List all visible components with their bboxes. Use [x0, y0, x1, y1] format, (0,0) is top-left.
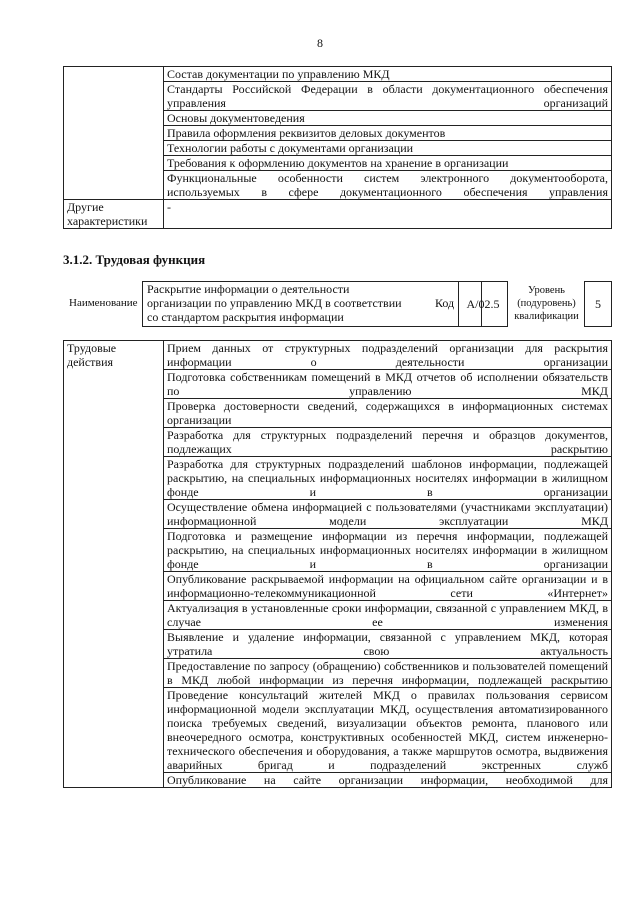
- other-characteristics-label: [64, 200, 164, 229]
- labor-action-item: Разработка для структурных подразделений перечня и образцов документов, подлежащих раскрытию: [164, 428, 612, 457]
- labor-action-item: Опубликование раскрываемой информации на официальном сайте организации и в информационно-телекоммуникационной сети «Интернет»: [164, 572, 612, 601]
- table-row: [64, 341, 612, 370]
- knowledge-item: Требования к оформлению документов на хранение в организации: [164, 156, 612, 171]
- level-label-line: (подуровень): [517, 298, 576, 309]
- labor-action-item: Подготовка и размещение информации из перечня информации, подлежащей раскрытию, на специальных информационных носителях информации в жилищном фонде и в организации: [164, 529, 612, 572]
- labor-action-item: Подготовка собственникам помещений в МКД отчетов об исполнении обязательств по управлению МКД: [164, 370, 612, 399]
- knowledge-item: Состав документации по управлению МКД: [164, 67, 612, 82]
- other-label-line: характеристики: [67, 214, 148, 228]
- function-name-box: [142, 281, 482, 327]
- other-characteristics-value: -: [164, 200, 612, 229]
- labor-action-item: Опубликование на сайте организации информации, необходимой для: [164, 773, 612, 788]
- table-cell-empty: [64, 67, 164, 200]
- labor-action-item: Актуализация в установленные сроки информации, связанной с управлением МКД, в случае ее изменения: [164, 601, 612, 630]
- level-value: 5: [584, 281, 612, 327]
- name-label: Наименование: [69, 297, 138, 309]
- labor-actions-label: [64, 341, 164, 788]
- labor-label-line: действия: [67, 355, 114, 369]
- table-row: [64, 200, 612, 229]
- code-label: Код: [435, 296, 455, 310]
- function-name-line: Раскрытие информации о деятельности: [147, 282, 350, 296]
- labor-action-item: Проведение консультаций жителей МКД о правилах пользования сервисом информационной модели эксплуатации МКД, осуществления автоматизированного поиска требуемых сведений, визуализации объектов ремонта, планового или внеочередного осмотра, конструктивных особенностей МКД, систем инженерно-технического обеспечения и оборудования, а также маршрутов осмотра, выдвижения аварийных бригад и подразделений экстренных служб: [164, 688, 612, 773]
- level-label-line: Уровень: [528, 285, 565, 296]
- function-name-line: организации по управлению МКД в соответствии: [147, 296, 402, 310]
- level-label: [513, 284, 580, 323]
- knowledge-table: [63, 66, 612, 229]
- labor-action-item: Прием данных от структурных подразделений организации для раскрытия информации о деятельности организации: [164, 341, 612, 370]
- level-label-line: квалификации: [514, 311, 579, 322]
- knowledge-item: Функциональные особенности систем электронного документооборота, используемых в сфере документационного обеспечения управления: [164, 171, 612, 200]
- knowledge-item: Стандарты Российской Федерации в области документационного обеспечения управления организаций: [164, 82, 612, 111]
- page-number: 8: [317, 36, 323, 50]
- knowledge-item: Основы документоведения: [164, 111, 612, 126]
- labor-action-item: Проверка достоверности сведений, содержащихся в информационных системах организации: [164, 399, 612, 428]
- section-heading: 3.1.2. Трудовая функция: [63, 252, 206, 267]
- function-header: [63, 281, 612, 327]
- function-name-line: со стандартом раскрытия информации: [147, 310, 344, 324]
- knowledge-item: Технологии работы с документами организации: [164, 141, 612, 156]
- labor-action-item: Выявление и удаление информации, связанной с управлением МКД, которая утратила свою актуальность: [164, 630, 612, 659]
- table-row: [64, 67, 612, 82]
- labor-action-item: Разработка для структурных подразделений шаблонов информации, подлежащей раскрытию, на специальных информационных носителях информации в жилищном фонде и в организации: [164, 457, 612, 500]
- labor-action-item: Предоставление по запросу (обращению) собственников и пользователей помещений в МКД любой информации из перечня информации, подлежащей раскрытию: [164, 659, 612, 688]
- knowledge-item: Правила оформления реквизитов деловых документов: [164, 126, 612, 141]
- labor-label-line: Трудовые: [67, 341, 117, 355]
- code-value: A/02.5: [458, 281, 508, 327]
- labor-actions-table: [63, 340, 612, 788]
- other-label-line: Другие: [67, 200, 104, 214]
- labor-action-item: Осуществление обмена информацией с пользователями (участниками эксплуатации) информационной модели эксплуатации МКД: [164, 500, 612, 529]
